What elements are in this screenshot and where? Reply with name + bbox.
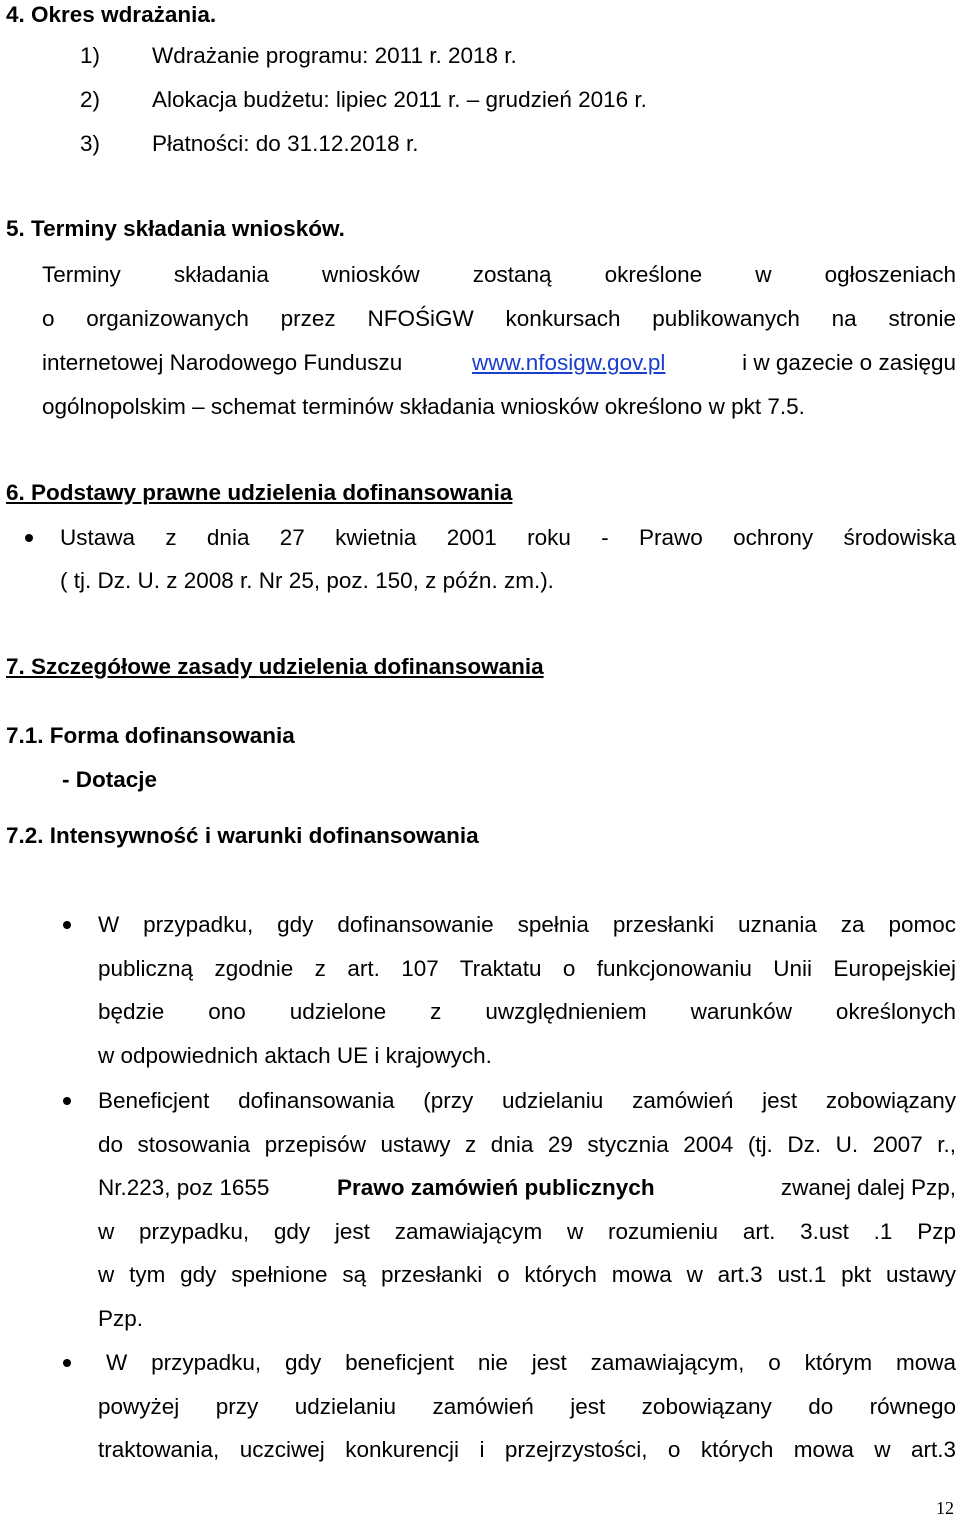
paragraph-line: ogólnopolskim – schemat terminów składania wniosków określono w pkt 7.5. bbox=[42, 394, 805, 419]
bullet-text-line: Beneficjent dofinansowania (przy udzielaniu zamówień jest zobowiązany bbox=[98, 1088, 956, 1113]
bullet-text-line: traktowania, uczciwej konkurencji i przejrzystości, o których mowa w art.3 bbox=[98, 1437, 956, 1462]
bullet-text-line-start: Nr.223, poz 1655 bbox=[98, 1175, 270, 1200]
list-item-number: 3) bbox=[80, 131, 101, 156]
paragraph-line: Terminy składania wniosków zostaną określone w ogłoszeniach bbox=[42, 262, 956, 287]
subsection-7-2-heading: 7.2. Intensywność i warunki dofinansowania bbox=[6, 823, 479, 848]
bullet-text-line: ( tj. Dz. U. z 2008 r. Nr 25, poz. 150, z późn. zm.). bbox=[60, 568, 554, 593]
section-5-heading: 5. Terminy składania wniosków. bbox=[6, 216, 345, 241]
bullet-icon bbox=[63, 1097, 71, 1105]
bullet-text-line: Pzp. bbox=[98, 1306, 144, 1331]
bullet-icon bbox=[25, 534, 33, 542]
section-7-heading: 7. Szczegółowe zasady udzielenia dofinansowania bbox=[6, 654, 544, 679]
list-item-text: Wdrażanie programu: 2011 r. 2018 r. bbox=[152, 43, 517, 68]
bullet-text-line: W przypadku, gdy dofinansowanie spełnia przesłanki uznania za pomoc bbox=[98, 912, 956, 937]
bullet-text-line: Ustawa z dnia 27 kwietnia 2001 roku - Prawo ochrony środowiska bbox=[60, 525, 956, 550]
paragraph-line: o organizowanych przez NFOŚiGW konkursach publikowanych na stronie bbox=[42, 306, 956, 331]
list-item-text: Płatności: do 31.12.2018 r. bbox=[152, 131, 419, 156]
nfosigw-link[interactable]: www.nfosigw.gov.pl bbox=[472, 350, 666, 375]
page-number: 12 bbox=[936, 1498, 954, 1518]
subsection-7-1-heading: 7.1. Forma dofinansowania bbox=[6, 723, 295, 748]
bullet-text-line: w przypadku, gdy jest zamawiającym w rozumieniu art. 3.ust .1 Pzp bbox=[98, 1219, 956, 1244]
law-title: Prawo zamówień publicznych bbox=[337, 1175, 655, 1200]
list-item-text: Alokacja budżetu: lipiec 2011 r. – grudzień 2016 r. bbox=[152, 87, 647, 112]
funding-form: - Dotacje bbox=[62, 767, 158, 792]
bullet-text-line: powyżej przy udzielaniu zamówień jest zobowiązany do równego bbox=[98, 1394, 956, 1419]
bullet-text-line: W przypadku, gdy beneficjent nie jest zamawiającym, o którym mowa bbox=[106, 1350, 956, 1375]
paragraph-line-start: internetowej Narodowego Funduszu bbox=[42, 350, 403, 375]
bullet-text-line: będzie ono udzielone z uwzględnieniem warunków określonych bbox=[98, 999, 956, 1024]
bullet-icon bbox=[63, 1359, 71, 1367]
bullet-icon bbox=[63, 921, 71, 929]
bullet-text-line: do stosowania przepisów ustawy z dnia 29 stycznia 2004 (tj. Dz. U. 2007 r., bbox=[98, 1132, 956, 1157]
bullet-text-line: publiczną zgodnie z art. 107 Traktatu o funkcjonowaniu Unii Europejskiej bbox=[98, 956, 956, 981]
section-6-heading: 6. Podstawy prawne udzielenia dofinansowania bbox=[6, 480, 513, 505]
list-item-number: 2) bbox=[80, 87, 101, 112]
bullet-text-line: w odpowiednich aktach UE i krajowych. bbox=[98, 1043, 492, 1068]
bullet-text-line-end: zwanej dalej Pzp, bbox=[780, 1175, 956, 1200]
bullet-text-line: w tym gdy spełnione są przesłanki o których mowa w art.3 ust.1 pkt ustawy bbox=[98, 1262, 956, 1287]
paragraph-line-end: i w gazecie o zasięgu bbox=[742, 350, 956, 375]
list-item-number: 1) bbox=[80, 43, 101, 68]
section-4-heading: 4. Okres wdrażania. bbox=[6, 2, 217, 27]
